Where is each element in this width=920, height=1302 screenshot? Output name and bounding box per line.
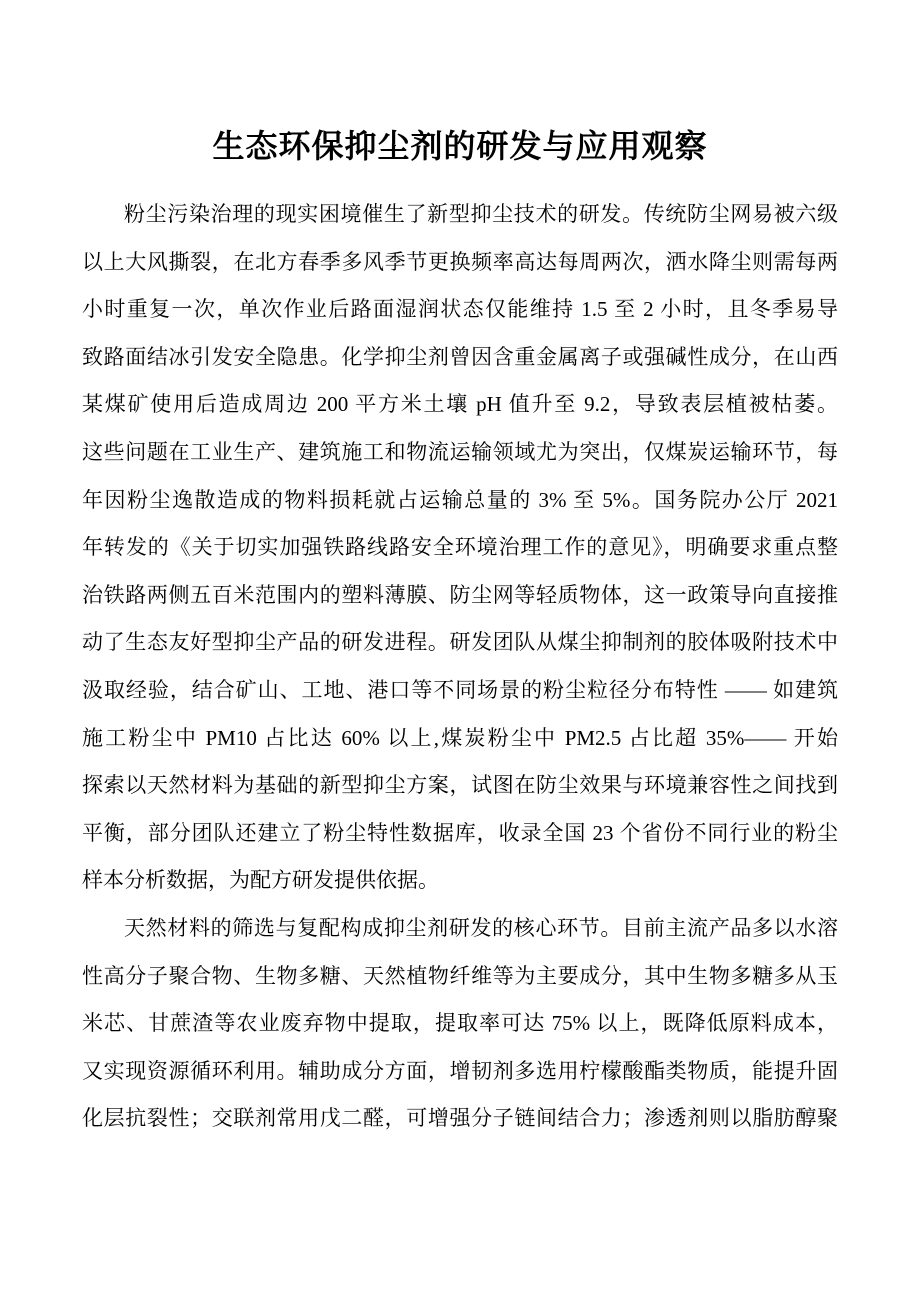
document-body	[82, 191, 838, 1143]
text-line: 某煤矿使用后造成周边 200 平方米土壤 pH 值升至 9.2，导致表层植被枯萎。	[82, 392, 838, 417]
paragraph	[82, 191, 838, 905]
text-line: 年转发的《关于切实加强铁路线路安全环境治理工作的意见》，明确要求重点整	[82, 535, 838, 560]
text-line: 小时重复一次，单次作业后路面湿润状态仅能维持 1.5 至 2 小时，且冬季易导	[82, 297, 838, 322]
text-line: 米芯、甘蔗渣等农业废弃物中提取，提取率可达 75% 以上，既降低原料成本，	[82, 1011, 838, 1036]
text-line: 又实现资源循环利用。辅助成分方面，增韧剂多选用柠檬酸酯类物质，能提升固	[82, 1058, 838, 1083]
text-line: 致路面结冰引发安全隐患。化学抑尘剂曾因含重金属离子或强碱性成分，在山西	[82, 344, 838, 369]
text-line: 年因粉尘逸散造成的物料损耗就占运输总量的 3% 至 5%。国务院办公厅 2021	[82, 487, 838, 512]
text-line: 治铁路两侧五百米范围内的塑料薄膜、防尘网等轻质物体，这一政策导向直接推	[82, 582, 838, 607]
text-line: 样本分析数据，为配方研发提供依据。	[82, 868, 439, 893]
text-line: 以上大风撕裂，在北方春季多风季节更换频率高达每周两次，洒水降尘则需每两	[82, 249, 838, 274]
text-line: 这些问题在工业生产、建筑施工和物流运输领域尤为突出，仅煤炭运输环节，每	[82, 439, 838, 464]
text-line: 化层抗裂性；交联剂常用戊二醛，可增强分子链间结合力；渗透剂则以脂肪醇聚	[82, 1106, 838, 1131]
text-line: 汲取经验，结合矿山、工地、港口等不同场景的粉尘粒径分布特性 —— 如建筑	[82, 677, 838, 702]
text-line: 探索以天然材料为基础的新型抑尘方案，试图在防尘效果与环境兼容性之间找到	[82, 773, 838, 798]
text-line: 动了生态友好型抑尘产品的研发进程。研发团队从煤尘抑制剂的胶体吸附技术中	[82, 630, 838, 655]
paragraph	[82, 905, 838, 1143]
text-line: 性高分子聚合物、生物多糖、天然植物纤维等为主要成分，其中生物多糖多从玉	[82, 963, 838, 988]
text-line: 粉尘污染治理的现实困境催生了新型抑尘技术的研发。传统防尘网易被六级	[124, 202, 838, 226]
text-line: 施工粉尘中 PM10 占比达 60% 以上,煤炭粉尘中 PM2.5 占比超 35%—— 开始	[82, 725, 838, 750]
text-line: 天然材料的筛选与复配构成抑尘剂研发的核心环节。目前主流产品多以水溶	[124, 915, 838, 940]
document-title: 生态环保抑尘剂的研发与应用观察	[212, 128, 708, 164]
text-line: 平衡，部分团队还建立了粉尘特性数据库，收录全国 23 个省份不同行业的粉尘	[82, 820, 838, 845]
